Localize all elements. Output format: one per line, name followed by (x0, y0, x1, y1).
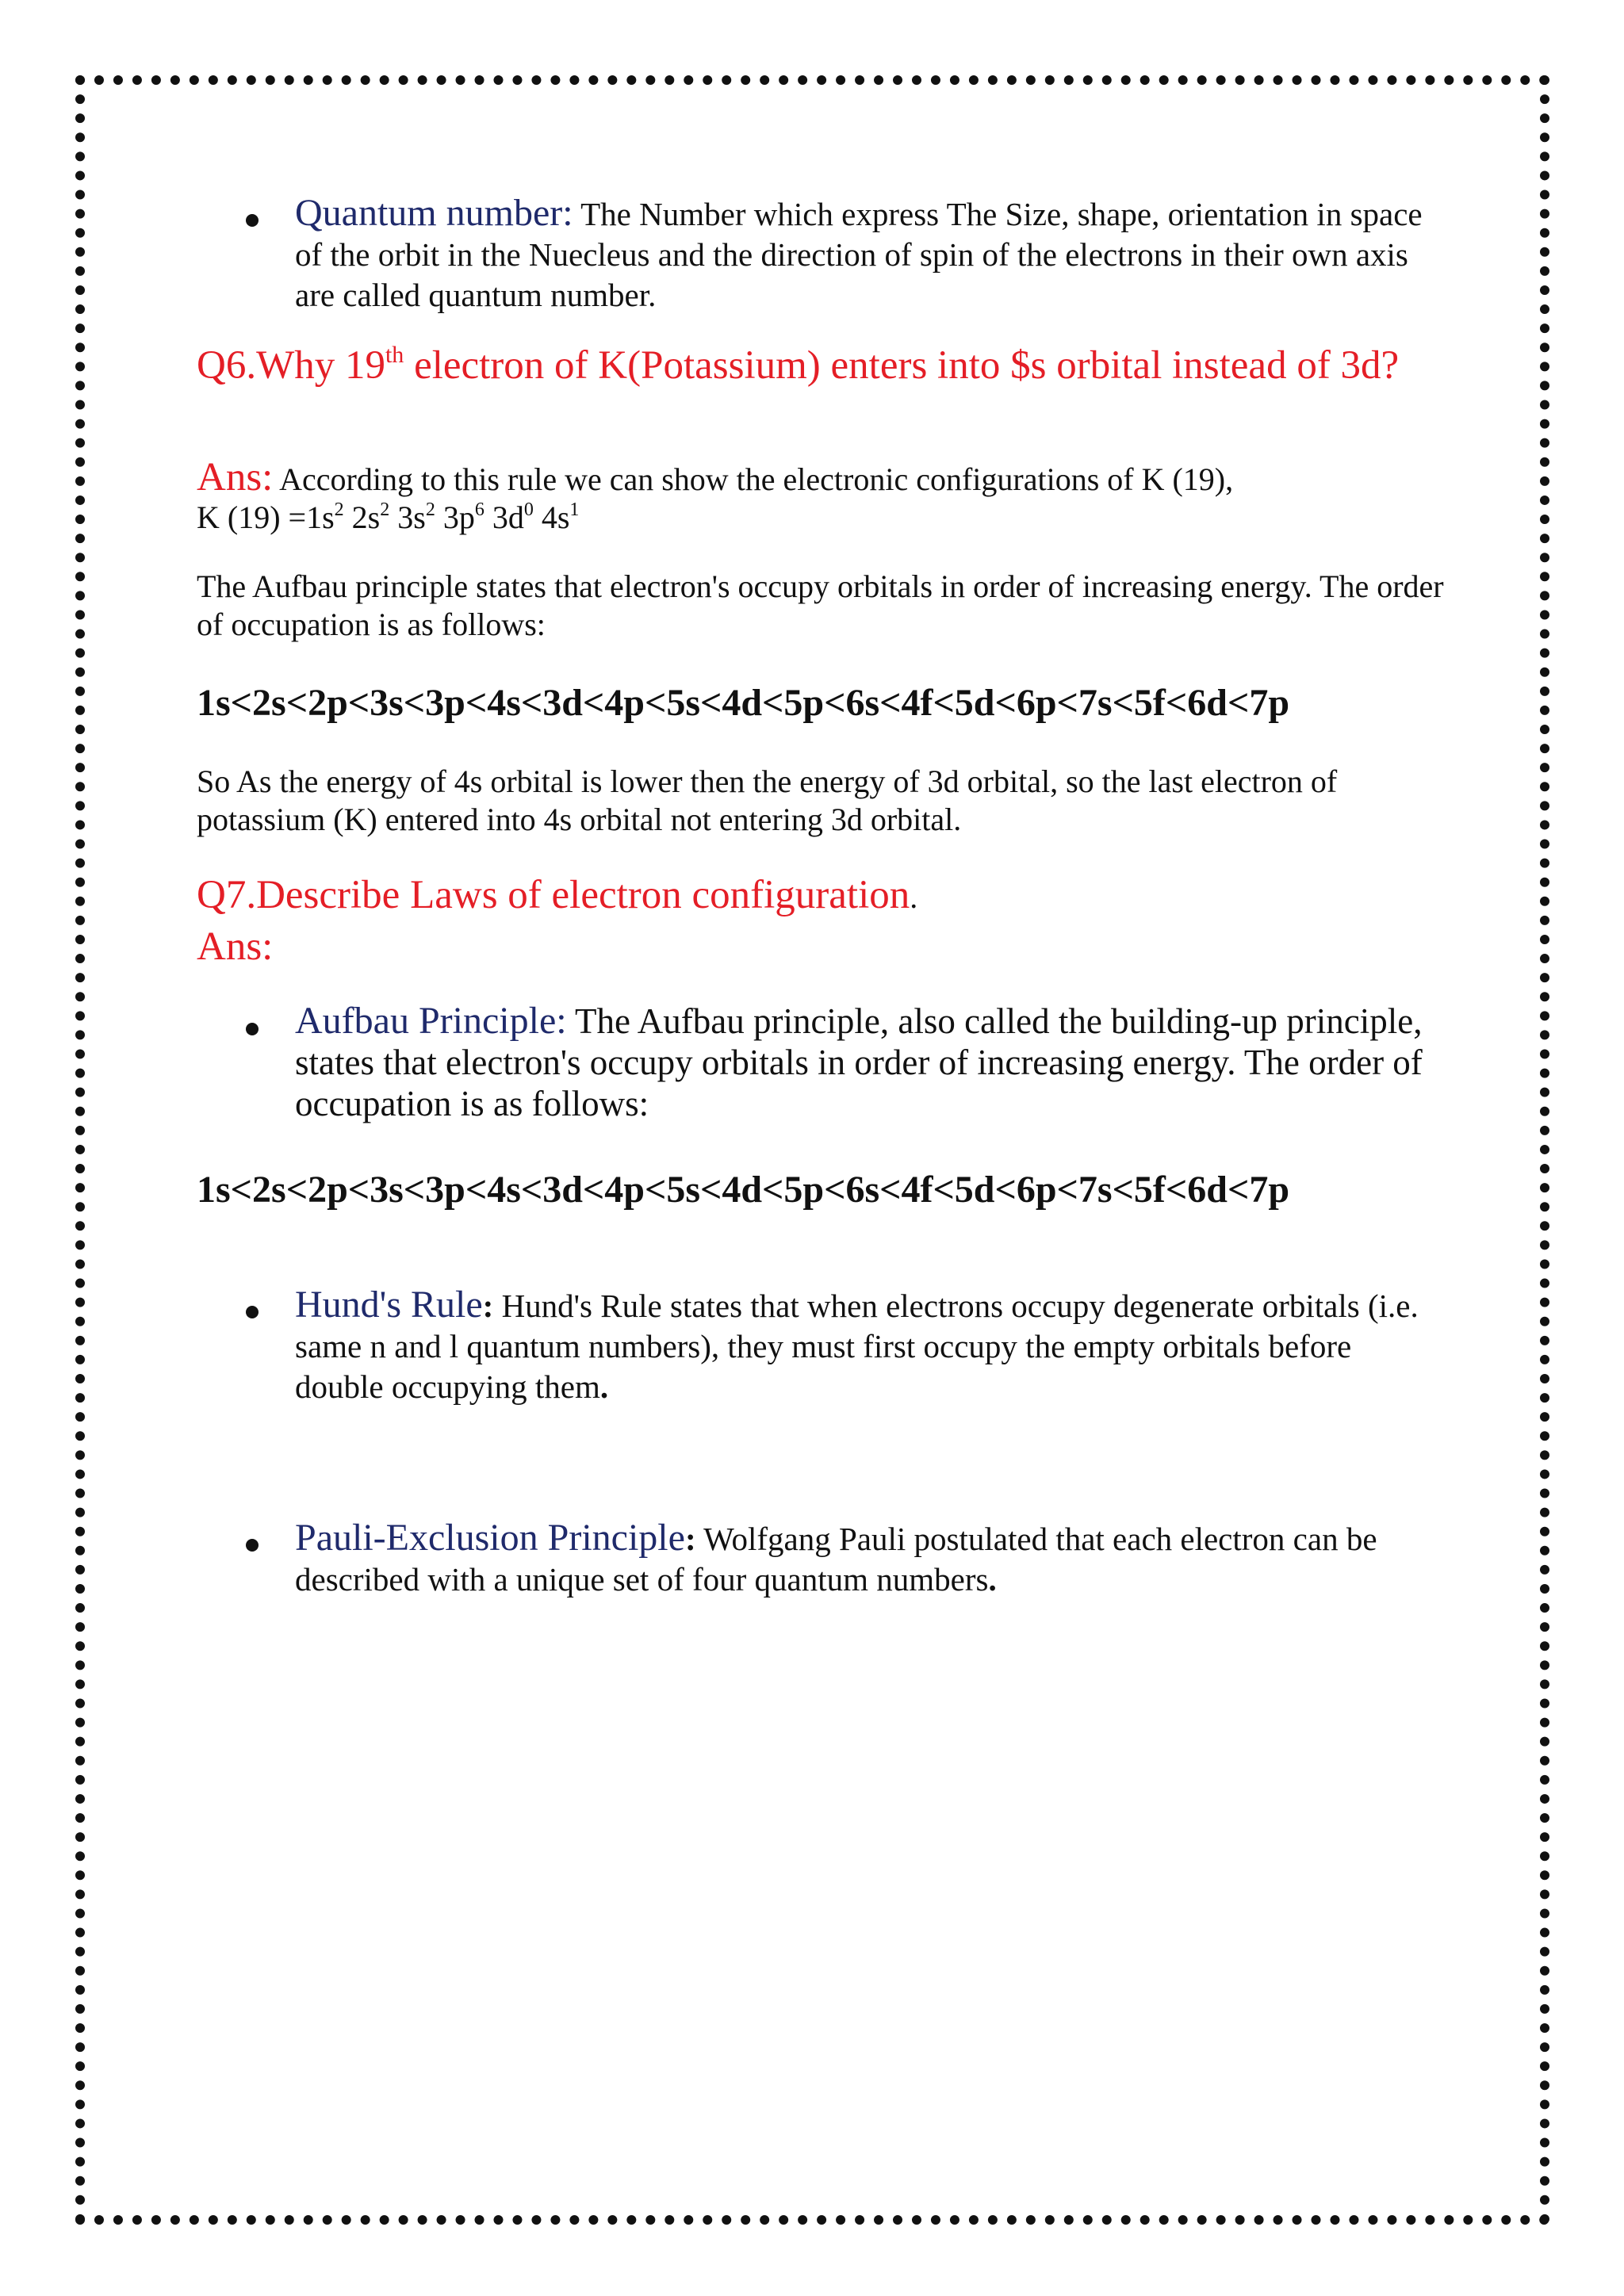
bullet-icon (246, 1306, 259, 1318)
pauli-end: . (988, 1561, 997, 1598)
config-sup: 2 (334, 499, 344, 520)
q7-title-period: . (910, 879, 918, 915)
hund-colon: : (482, 1288, 494, 1324)
pauli-colon: : (684, 1521, 696, 1557)
config-orbital: 3d (484, 499, 524, 535)
hund-end: . (599, 1368, 609, 1405)
quantum-number-term: Quantum number: (295, 192, 573, 234)
q7-ans-label: Ans: (197, 924, 274, 969)
q6-answer (197, 455, 1465, 537)
config-sup: 1 (569, 499, 580, 520)
config-orbital: 3p (435, 499, 475, 535)
q7-heading (197, 871, 1434, 971)
aufbau-text: The Aufbau principle, also called the building-up principle, states that electron's occupy orbitals in order of increasing energy. The order of occupation is as follows: (295, 1001, 1423, 1123)
config-orbital: 2s (343, 499, 381, 535)
hund-term: Hund's Rule (295, 1284, 483, 1326)
hund-text: Hund's Rule states that when electrons occupy degenerate orbitals (i.e. same n and l quantum numbers), they must first occupy the empty orbitals before double occupying them (295, 1288, 1419, 1405)
orbital-order-2: 1s<2s<2p<3s<3p<4s<3d<4p<5s<4d<5p<6s<4f<5d<6p<7s<5f<6d<7p (197, 1169, 1290, 1211)
q6-heading-suffix: electron of K(Potassium) enters into $s orbital instead of 3d? (404, 343, 1400, 388)
bullet-icon (246, 1023, 259, 1035)
pauli-term: Pauli-Exclusion Principle (295, 1517, 685, 1559)
bullet-icon (246, 1539, 259, 1552)
q6-ans-label: Ans: (197, 455, 274, 499)
pauli-text: Wolfgang Pauli postulated that each electron can be described with a unique set of four quantum numbers (295, 1521, 1377, 1598)
config-sup: 0 (523, 499, 534, 520)
hund-rule-item (295, 1284, 1429, 1407)
q6-heading-sup: th (385, 342, 404, 368)
config-orbital: 4s (533, 499, 570, 535)
quantum-number-text: The Number which express The Size, shape, orientation in space of the orbit in the Nuecleus and the direction of spin of the electrons in their own axis are called quantum number. (295, 196, 1423, 313)
k-configuration (197, 499, 579, 535)
config-sup: 2 (380, 499, 390, 520)
aufbau-statement: The Aufbau principle states that electron's occupy orbitals in order of increasing energy. The order of occupation is as follows: (197, 568, 1444, 642)
q6-ans-line1: According to this rule we can show the electronic configurations of K (19), (273, 461, 1234, 497)
q6-conclusion: So As the energy of 4s orbital is lower then the energy of 3d orbital, so the last electron of potassium (K) entered into 4s orbital not entering 3d orbital. (197, 763, 1338, 837)
config-orbital: 3s (389, 499, 426, 535)
quantum-number-item (295, 193, 1429, 316)
config-sup: 6 (474, 499, 485, 520)
q6-heading (197, 341, 1434, 390)
aufbau-term: Aufbau Principle: (295, 1000, 567, 1042)
pauli-item (295, 1517, 1429, 1600)
aufbau-item (295, 1001, 1429, 1124)
orbital-order: 1s<2s<2p<3s<3p<4s<3d<4p<5s<4d<5p<6s<4f<5d<6p<7s<5f<6d<7p (197, 682, 1290, 724)
q6-heading-prefix: Q6.Why 19 (197, 343, 385, 388)
bullet-icon (246, 214, 259, 227)
config-prefix: K (19) =1s (197, 499, 335, 535)
q7-title: Q7.Describe Laws of electron configuration (197, 873, 910, 917)
config-sup: 2 (425, 499, 435, 520)
